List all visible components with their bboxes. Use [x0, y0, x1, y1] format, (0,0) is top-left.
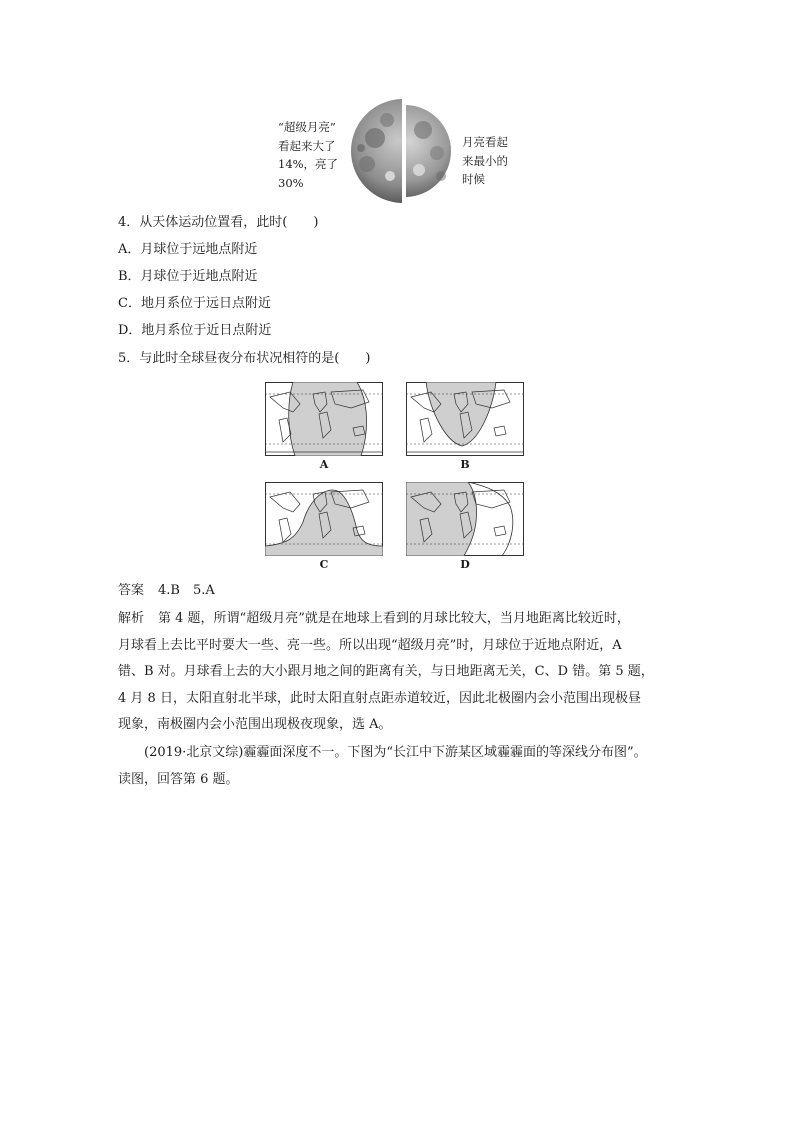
- answer-label: 答案: [118, 583, 145, 598]
- question-4-option-b: B．月球位于近地点附近: [118, 269, 258, 284]
- analysis-line: 解析 第 4 题，所谓“超级月亮”就是在地球上看到的月球比较大，当月地距离比较近时，: [118, 611, 630, 626]
- caption-line: 时候: [462, 172, 485, 186]
- analysis-line: 4 月 8 日，太阳直射北半球，此时太阳直射点距赤道较近，因此北极圈内会小范围出现极昼: [118, 690, 641, 706]
- map-label-a: A: [319, 458, 329, 471]
- answer-text: 4.B 5.A: [158, 583, 215, 598]
- analysis-line: 错、B 对。月球看上去的大小跟月地之间的距离有关，与日地距离无关，C、D 错。第 5 题，: [118, 664, 654, 679]
- moon-right-caption: [462, 133, 532, 189]
- analysis-label: 解析: [118, 611, 145, 626]
- caption-line: 30%: [278, 175, 304, 190]
- question-5-stem: 5．与此时全球昼夜分布状况相符的是( ): [118, 351, 371, 366]
- intro-line: 读图，回答第 6 题。: [118, 771, 239, 787]
- question-4-option-c: C．地月系位于远日点附近: [118, 296, 271, 311]
- caption-line: 月亮看起: [462, 135, 508, 149]
- analysis-block: [118, 606, 678, 739]
- map-option-c: [265, 482, 383, 556]
- question-4-stem: 4．从天体运动位置看，此时( ): [118, 215, 319, 230]
- caption-line: 来最小的: [462, 153, 508, 168]
- question-4-option-d: D．地月系位于近日点附近: [118, 323, 272, 338]
- map-label-c: C: [319, 558, 329, 571]
- map-label-b: B: [460, 458, 470, 471]
- caption-line: 14%，亮了: [278, 157, 339, 171]
- analysis-line: 现象，南极圈内会小范围出现极夜现象，选 A。: [118, 717, 392, 732]
- question-4-option-a: A．月球位于远地点附近: [118, 242, 258, 257]
- map-option-a: [265, 382, 383, 456]
- intro-line: (2019·北京文综)霾霾面深度不一。下图为“长江中下游某区域霾霾面的等深线分布图”。: [144, 745, 647, 760]
- answer-line: [118, 582, 215, 600]
- caption-line: 看起来大了: [278, 138, 336, 153]
- map-option-d: [406, 482, 524, 556]
- question-6-intro: [118, 740, 688, 793]
- map-label-d: D: [460, 558, 470, 571]
- caption-line: “超级月亮”: [278, 120, 336, 134]
- map-option-b: [406, 382, 524, 456]
- moon-comparison-image: [345, 98, 465, 204]
- analysis-line: 月球看上去比平时要大一些、亮一些。所以出现“超级月亮”时，月球位于近地点附近，A: [118, 637, 622, 653]
